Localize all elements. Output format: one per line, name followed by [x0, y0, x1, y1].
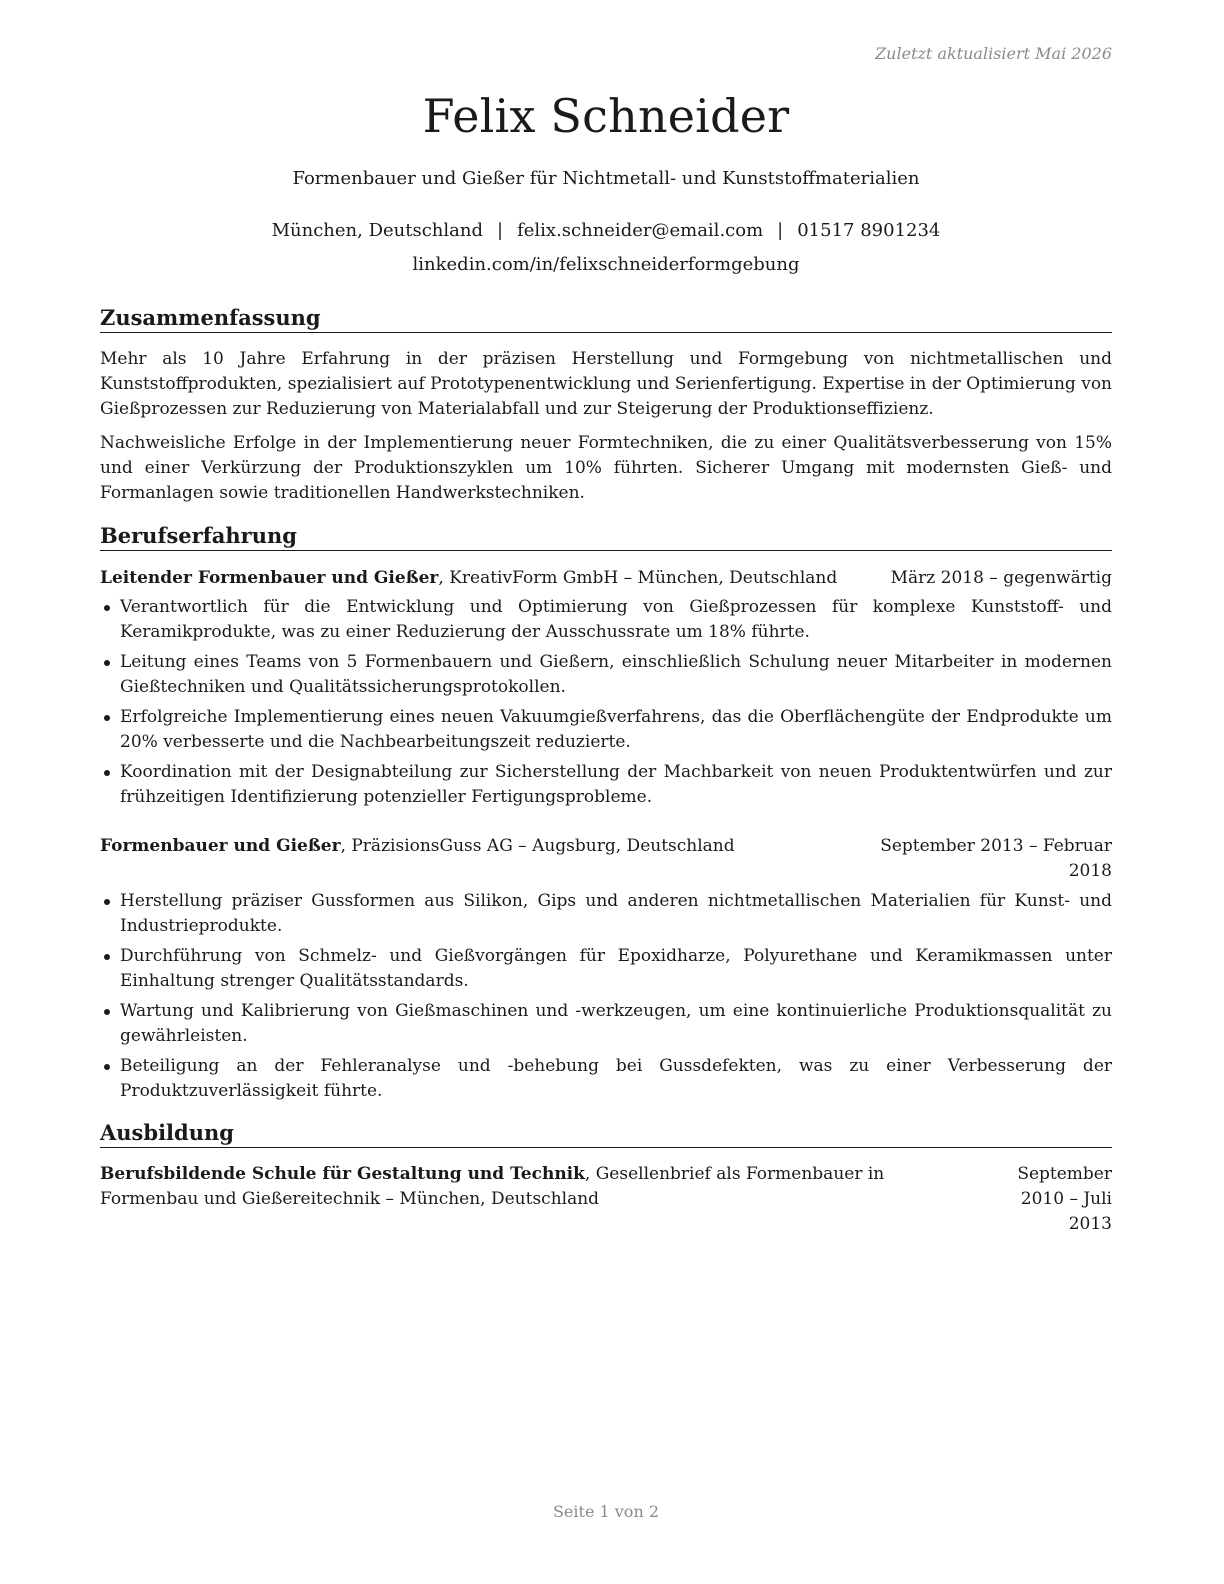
education-dates: September 2010 – Juli 2013 — [1017, 1164, 1112, 1234]
education-school: Berufsbildende Schule für Gestaltung und Technik — [100, 1164, 585, 1184]
resume-page — [100, 0, 1112, 1584]
job-bullet: Verantwortlich für die Entwicklung und Optimierung von Gießprozessen für komplexe Kunststoff- und Keramikprodukte, was zu einer Reduzierung der Ausschussrate um 18% führte. — [100, 595, 1112, 645]
job-header — [100, 834, 1112, 881]
last-updated: Zuletzt aktualisiert Mai 2026 — [875, 44, 1112, 63]
candidate-subtitle: Formenbauer und Gießer für Nichtmetall- und Kunststoffmaterialien — [292, 168, 920, 189]
job-header — [100, 566, 1112, 591]
job-company: , KreativForm GmbH – München, Deutschland — [438, 568, 838, 588]
job-bullets — [100, 595, 1112, 815]
job-bullets — [100, 889, 1112, 1109]
job-bullet: Koordination mit der Designabteilung zur Sicherstellung der Machbarkeit von neuen Produktentwürfen und zur frühzeitigen Identifizierung potenzieller Fertigungsprobleme. — [100, 760, 1112, 810]
job-bullet: Leitung eines Teams von 5 Formenbauern und Gießern, einschließlich Schulung neuer Mitarbeiter in modernen Gießtechniken und Qualitätssicherungsprotokollen. — [100, 650, 1112, 700]
contact-linkedin[interactable]: linkedin.com/in/felixschneiderformgebung — [412, 254, 800, 275]
contact-separator: | — [777, 220, 784, 241]
job-bullet: Wartung und Kalibrierung von Gießmaschinen und -werkzeugen, um eine kontinuierliche Produktionsqualität zu gewährleisten. — [100, 999, 1112, 1049]
job-bullet: Durchführung von Schmelz- und Gießvorgängen für Epoxidharze, Polyurethane und Keramikmassen unter Einhaltung strenger Qualitätsstandards. — [100, 944, 1112, 994]
job-role: Formenbauer und Gießer — [100, 836, 341, 856]
candidate-name: Felix Schneider — [422, 89, 790, 143]
page-number: Seite 1 von 2 — [552, 1502, 660, 1521]
job-dates: September 2013 – Februar 2018 — [880, 836, 1112, 881]
job-role: Leitender Formenbauer und Gießer — [100, 568, 439, 588]
section-title-education: Ausbildung — [100, 1119, 1112, 1148]
job-dates: März 2018 – gegenwärtig — [890, 568, 1112, 588]
job-bullet: Erfolgreiche Implementierung eines neuen Vakuumgießverfahrens, das die Oberflächengüte der Endprodukte um 20% verbesserte und die Nachbearbeitungszeit reduzierte. — [100, 705, 1112, 755]
section-title-experience: Berufserfahrung — [100, 522, 1112, 551]
section-title-summary: Zusammenfassung — [100, 304, 1112, 333]
contact-phone[interactable]: 01517 8901234 — [797, 220, 941, 241]
contact-line — [100, 218, 1112, 244]
contact-email[interactable]: felix.schneider@email.com — [517, 220, 764, 241]
job-company: , PräzisionsGuss AG – Augsburg, Deutschland — [340, 836, 735, 856]
job-bullet: Herstellung präziser Gussformen aus Silikon, Gips und anderen nichtmetallischen Materialien für Kunst- und Industrieprodukte. — [100, 889, 1112, 939]
contact-location: München, Deutschland — [271, 220, 483, 241]
contact-separator: | — [497, 220, 504, 241]
summary-paragraph: Nachweisliche Erfolge in der Implementierung neuer Formtechniken, die zu einer Qualitätsverbesserung von 15% und einer Verkürzung der Produktionszyklen um 10% führten. Sicherer Umgang mit modernsten Gieß- und Formanlagen sowie traditionellen Handwerkstechniken. — [100, 433, 1112, 503]
job-bullet: Beteiligung an der Fehleranalyse und -behebung bei Gussdefekten, was zu einer Verbesserung der Produktzuverlässigkeit führte. — [100, 1054, 1112, 1104]
summary-paragraph: Mehr als 10 Jahre Erfahrung in der präzisen Herstellung und Formgebung von nichtmetallischen und Kunststoffprodukten, spezialisiert auf Prototypenentwicklung und Serienfertigung. Expertise in der Optimierung von Gießprozessen zur Reduzierung von Materialabfall und zur Steigerung der Produktionseffizienz. — [100, 349, 1112, 419]
education-detail: , Gesellenbrief als Formenbauer in Formenbau und Gießereitechnik – München, Deutschland — [100, 1164, 885, 1209]
